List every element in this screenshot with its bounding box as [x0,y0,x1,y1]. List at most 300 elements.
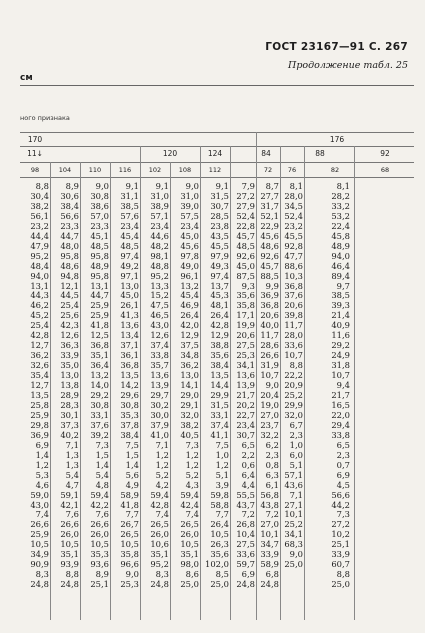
table-cell: 52,1 [260,210,279,221]
table-cell: 26,5 [180,519,199,530]
table-cell: 13,0 [180,370,199,381]
table-cell: 20,6 [236,330,255,341]
table-cell: 9,1 [215,181,229,191]
table-cell: 39,8 [284,310,303,321]
table-cell: 29,9 [284,399,303,410]
table-cell: 48,6 [260,240,279,251]
table-cell: 29,2 [90,390,109,401]
table-cell: 37,4 [210,419,229,430]
table-cell: 4,2 [155,479,169,490]
table-cell: 42,8 [150,499,169,510]
table-cell: 6,5 [241,439,255,450]
table-cell: 42,8 [210,320,229,331]
table-cell: 13,8 [60,380,79,391]
table-cell: 40,9 [331,320,350,331]
table-cell: 26,6 [260,350,279,361]
table-cell: 23,2 [30,220,49,231]
table-cell: 56,6 [331,489,350,500]
table-cell: 36,9 [30,429,49,440]
unit-label: см [20,73,33,83]
table-cell: 36,1 [120,350,139,361]
page-header [0,0,425,122]
table-cell: 35,6 [210,350,229,361]
table-cell: 10,5 [30,539,49,550]
table-cell: 31,9 [260,360,279,371]
table-cell: 1,0 [215,449,229,460]
table-cell: 45,1 [90,230,109,241]
table-cell: 27,5 [236,340,255,351]
table-cell: 1,0 [289,439,303,450]
table-cell: 0,8 [265,459,279,470]
subgroup-header: 88 [315,149,325,158]
table-cell: 46,9 [180,300,199,311]
table-cell: 46,2 [30,300,49,311]
table-cell: 4,7 [65,479,79,490]
table-cell: 38,4 [210,360,229,371]
table-cell: 10,1 [284,509,303,520]
table-cell: 14,1 [180,380,199,391]
table-cell: 13,5 [120,370,139,381]
table-cell: 36,4 [90,360,109,371]
table-cell: 34,9 [30,549,49,560]
table-cell: 9,9 [265,280,279,291]
table-cell: 36,8 [284,280,303,291]
data-column-82 [310,182,350,590]
table-cell: 47,5 [150,300,169,311]
column-header: 112 [208,166,222,174]
table-cell: 13,6 [150,370,169,381]
table-cell: 1,2 [215,459,229,470]
table-cell: 8,7 [265,181,279,191]
table-cell: 102,0 [205,559,229,570]
table-cell: 36,2 [180,360,199,371]
table-cell: 12,1 [60,280,79,291]
table-cell: 21,4 [331,310,350,321]
table-cell: 22,9 [260,220,279,231]
table-cell: 7,4 [155,509,169,520]
table-cell: 95,2 [30,250,49,261]
table-cell: 44,7 [90,290,109,301]
table-cell: 25,9 [90,310,109,321]
table-cell: 42,8 [30,330,49,341]
table-cell: 28,3 [60,399,79,410]
table-cell: 38,4 [120,429,139,440]
table-cell: 39,0 [180,200,199,211]
table-cell: 48,0 [60,240,79,251]
table-cell: 7,3 [185,439,199,450]
subgroup-header: 92 [380,149,390,158]
table-cell: 26,4 [210,519,229,530]
table-cell: 22,0 [331,409,350,420]
table-cell: 25,2 [284,519,303,530]
table-cell: 48,5 [120,240,139,251]
table-cell: 45,5 [210,240,229,251]
table-cell: 37,8 [120,419,139,430]
table-cell: 3,9 [215,479,229,490]
table-cell: 0,6 [241,459,255,470]
table-cell: 49,3 [210,260,229,271]
table-cell: 89,4 [331,270,350,281]
table-cell: 9,4 [336,380,350,391]
table-cell: 26,7 [120,519,139,530]
data-column-116 [110,182,139,590]
table-cell: 33,6 [284,340,303,351]
table-cell: 23,4 [120,220,139,231]
table-cell: 17,1 [236,310,255,321]
table-cell: 6,4 [241,469,255,480]
table-cell: 38,4 [60,200,79,211]
table-cell: 41,3 [120,310,139,321]
table-cell: 90,9 [30,559,49,570]
table-cell: 20,2 [236,399,255,410]
table-cell: 10,5 [90,539,109,550]
table-cell: 59,1 [60,489,79,500]
table-cell: 31,7 [260,200,279,211]
table-cell: 23,3 [60,220,79,231]
table-cell: 26,0 [60,529,79,540]
table-cell: 35,3 [90,549,109,560]
table-cell: 95,8 [60,250,79,261]
table-cell: 19,0 [260,399,279,410]
column-header: 110 [88,166,102,174]
table-cell: 8,6 [185,569,199,580]
table-cell: 6,2 [265,439,279,450]
table-rule [20,132,414,133]
table-cell: 45,0 [180,230,199,241]
table-cell: 7,2 [265,509,279,520]
table-cell: 9,0 [95,181,109,191]
table-cell: 23,2 [284,220,303,231]
table-cell: 45,6 [260,230,279,241]
table-cell: 42,3 [60,320,79,331]
table-cell: 13,2 [90,370,109,381]
table-cell: 29,2 [331,340,350,351]
table-cell: 5,2 [155,469,169,480]
table-cell: 6,8 [265,569,279,580]
table-cell: 57,5 [180,210,199,221]
column-header: 116 [118,166,132,174]
column-rule [354,146,355,620]
table-cell: 35,8 [236,300,255,311]
table-cell: 21,7 [331,390,350,401]
table-cell: 31,1 [120,190,139,201]
table-cell: 12,9 [180,330,199,341]
table-cell: 6,1 [265,479,279,490]
table-cell: 13,4 [120,330,139,341]
table-cell: 1,4 [125,459,139,470]
table-cell: 36,8 [90,340,109,351]
table-cell: 43,8 [260,499,279,510]
table-cell: 13,0 [120,280,139,291]
table-cell: 38,2 [180,419,199,430]
table-cell: 88,5 [260,270,279,281]
table-cell: 5,2 [185,469,199,480]
column-header: 98 [30,166,40,174]
table-cell: 30,2 [150,399,169,410]
table-cell: 9,7 [336,280,350,291]
table-cell: 34,1 [284,529,303,540]
table-cell: 10,4 [236,529,255,540]
table-cell: 4,3 [185,479,199,490]
data-column-68-176 [230,182,255,590]
table-cell: 95,8 [90,270,109,281]
table-cell: 27,2 [331,519,350,530]
table-cell: 13,9 [236,380,255,391]
table-cell: 9,0 [289,549,303,560]
table-cell: 92,8 [284,240,303,251]
data-column-108 [170,182,199,590]
data-table [20,132,414,620]
table-cell: 30,8 [90,399,109,410]
group-header: 170 [27,135,43,144]
table-cell: 26,0 [150,529,169,540]
table-cell: 35,0 [60,360,79,371]
table-cell: 88,6 [284,260,303,271]
table-cell: 98,0 [180,559,199,570]
table-cell: 38,5 [120,200,139,211]
table-cell: 1,3 [65,459,79,470]
table-cell: 44,2 [331,499,350,510]
table-cell: 14,2 [120,380,139,391]
table-cell: 96,1 [180,270,199,281]
table-cell: 20,4 [260,390,279,401]
table-cell: 12,6 [60,330,79,341]
table-cell: 52,4 [236,210,255,221]
table-cell: 32,0 [284,409,303,420]
table-cell: 56,6 [60,210,79,221]
table-cell: 33,8 [150,350,169,361]
table-cell: 35,1 [150,549,169,560]
table-cell: 22,2 [284,370,303,381]
table-cell: 8,8 [336,569,350,580]
table-cell: 25,4 [30,320,49,331]
table-cell: 25,4 [60,300,79,311]
table-cell: 32,6 [30,360,49,371]
table-cell: 43,7 [236,499,255,510]
table-cell: 35,4 [30,370,49,381]
table-cell: 25,3 [120,579,139,590]
table-cell: 41,0 [150,429,169,440]
table-cell: 53,2 [331,210,350,221]
table-cell: 45,3 [210,290,229,301]
table-cell: 68,3 [284,539,303,550]
column-header: 102 [148,166,162,174]
table-cell: 29,6 [120,390,139,401]
table-cell: 25,0 [210,579,229,590]
table-cell: 8,5 [215,569,229,580]
table-cell: 23,8 [210,220,229,231]
table-cell: 48,8 [150,260,169,271]
table-cell: 23,7 [260,419,279,430]
table-cell: 30,8 [90,190,109,201]
table-cell: 5,4 [95,469,109,480]
table-cell: 20,6 [260,310,279,321]
table-cell: 12,9 [210,330,229,341]
table-cell: 45,0 [120,290,139,301]
table-cell: 1,2 [155,449,169,460]
table-cell: 37,6 [90,419,109,430]
table-cell: 7,3 [95,439,109,450]
table-cell: 45,2 [30,310,49,321]
column-header: 104 [58,166,72,174]
table-cell: 25,1 [331,539,350,550]
table-cell: 24,8 [236,579,255,590]
table-cell: 2,3 [336,449,350,460]
table-cell: 98,1 [150,250,169,261]
table-cell: 8,8 [35,181,49,191]
table-cell: 4,6 [35,479,49,490]
table-cell: 26,5 [120,529,139,540]
table-cell: 38,2 [30,200,49,211]
table-cell: 95,2 [150,559,169,570]
table-cell: 9,1 [125,181,139,191]
table-cell: 20,9 [284,380,303,391]
table-cell: 96,6 [120,559,139,570]
data-column-72 [257,182,279,590]
table-cell: 58,8 [210,499,229,510]
table-cell: 37,9 [150,419,169,430]
table-cell: 26,0 [90,529,109,540]
table-cell: 56,1 [30,210,49,221]
table-cell: 59,4 [150,489,169,500]
table-cell: 32,0 [180,409,199,420]
table-cell: 10,7 [260,370,279,381]
table-cell: 13,9 [150,380,169,391]
table-cell: 38,5 [331,290,350,301]
table-cell: 95,2 [150,270,169,281]
table-cell: 48,5 [236,240,255,251]
table-cell: 36,9 [260,290,279,301]
table-cell: 1,4 [35,449,49,460]
table-cell: 97,9 [210,250,229,261]
table-cell: 6,5 [336,439,350,450]
table-cell: 29,7 [150,390,169,401]
table-cell: 59,4 [90,489,109,500]
table-cell: 44,6 [150,230,169,241]
table-cell: 95,8 [90,250,109,261]
table-cell: 21,7 [236,390,255,401]
table-cell: 7,1 [65,439,79,450]
table-cell: 13,7 [210,280,229,291]
table-cell: 28,2 [331,190,350,201]
table-continuation: Продолжение табл. 25 [288,60,408,71]
table-cell: 37,3 [60,419,79,430]
data-column-76 [281,182,303,570]
table-cell: 9,0 [185,181,199,191]
table-cell: 45,7 [260,260,279,271]
table-cell: 7,4 [185,509,199,520]
table-cell: 27,7 [260,190,279,201]
table-cell: 12,6 [150,330,169,341]
column-header: 76 [287,166,297,174]
table-cell: 40,0 [260,320,279,331]
table-cell: 26,6 [30,519,49,530]
table-cell: 37,5 [180,340,199,351]
table-cell: 59,0 [30,489,49,500]
table-cell: 27,2 [236,190,255,201]
table-cell: 42,2 [90,499,109,510]
table-cell: 45,7 [236,230,255,241]
table-cell: 1,2 [35,459,49,470]
table-cell: 41,8 [120,499,139,510]
table-cell: 7,2 [241,509,255,520]
table-cell: 27,0 [260,409,279,420]
table-cell: 5,4 [65,469,79,480]
table-cell: 33,9 [331,549,350,560]
table-cell: 44,3 [30,290,49,301]
table-cell: 47,7 [284,250,303,261]
table-cell: 25,0 [180,579,199,590]
table-cell: 5,1 [289,459,303,470]
table-cell: 35,1 [90,350,109,361]
table-cell: 7,6 [65,509,79,520]
table-cell: 26,4 [210,310,229,321]
table-cell: 25,2 [284,390,303,401]
table-cell: 15,2 [150,290,169,301]
table-cell: 87,5 [236,270,255,281]
table-cell: 34,5 [284,200,303,211]
table-cell: 39,3 [331,300,350,311]
table-cell: 56,8 [260,489,279,500]
table-cell: 45,4 [180,290,199,301]
table-cell: 25,9 [90,300,109,311]
table-cell: 94,0 [331,250,350,261]
table-cell: 5,6 [125,469,139,480]
table-cell: 27,1 [284,499,303,510]
table-cell: 4,8 [95,479,109,490]
table-cell: 7,5 [215,439,229,450]
subgroup-header: 84 [261,149,271,158]
table-cell: 97,8 [180,250,199,261]
table-cell: 48,1 [210,300,229,311]
table-cell: 31,5 [210,399,229,410]
table-cell: 27,5 [236,539,255,550]
table-cell: 31,0 [150,190,169,201]
table-cell: 1,5 [95,449,109,460]
data-column-102 [140,182,169,590]
table-cell: 36,3 [60,340,79,351]
table-cell: 22,4 [331,220,350,231]
table-cell: 26,0 [180,529,199,540]
table-cell: 28,0 [284,190,303,201]
table-cell: 8,3 [155,569,169,580]
table-cell: 48,5 [90,240,109,251]
table-cell: 24,8 [150,579,169,590]
table-cell: 1,5 [125,449,139,460]
table-cell: 8,9 [95,569,109,580]
column-header: 72 [263,166,273,174]
table-cell: 35,6 [210,549,229,560]
table-cell: 24,9 [331,350,350,361]
table-cell: 23,3 [90,220,109,231]
table-cell: 59,4 [180,489,199,500]
table-cell: 25,9 [30,529,49,540]
table-cell: 36,8 [260,300,279,311]
table-cell: 37,4 [150,340,169,351]
table-cell: 25,6 [60,310,79,321]
table-cell: 13,3 [150,280,169,291]
table-cell: 45,8 [331,230,350,241]
table-cell: 26,1 [120,300,139,311]
table-cell: 25,8 [30,399,49,410]
data-column-110 [80,182,109,590]
table-cell: 14,4 [210,380,229,391]
table-cell: 5,1 [215,469,229,480]
table-cell: 13,6 [236,370,255,381]
table-cell: 10,5 [120,539,139,550]
table-cell: 13,2 [180,280,199,291]
table-cell: 57,0 [90,210,109,221]
